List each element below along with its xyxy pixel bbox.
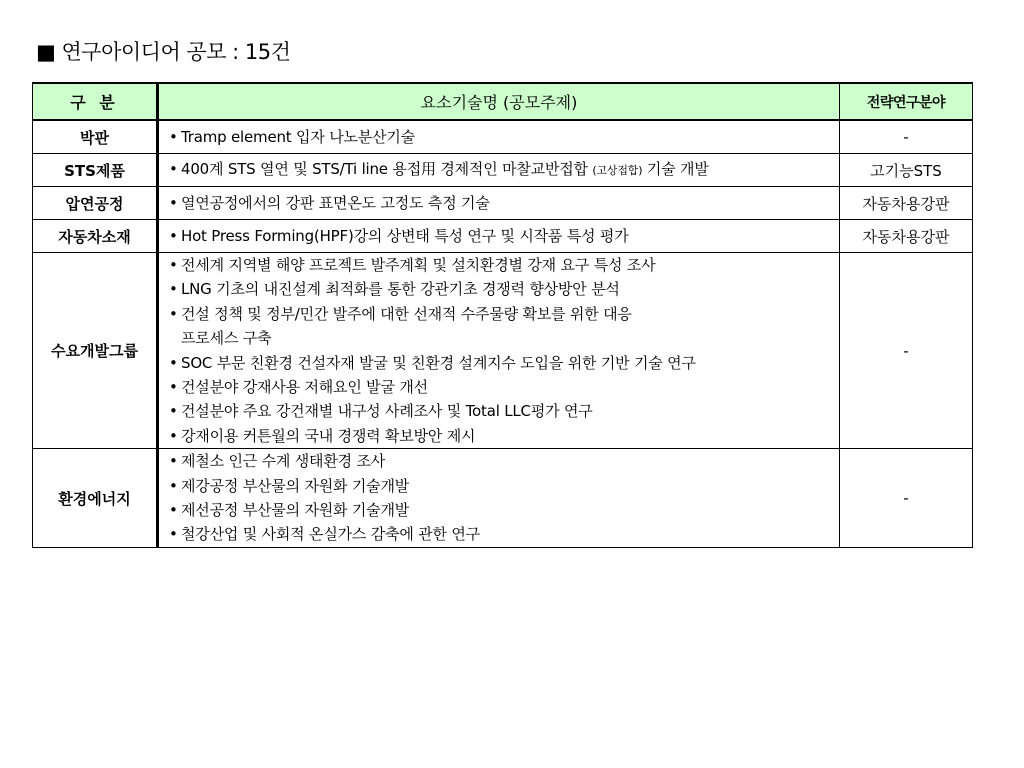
table-row	[33, 253, 973, 449]
header-technology-main: 요소기술명	[420, 93, 498, 112]
header-technology	[158, 83, 840, 120]
list-item: • Hot Press Forming(HPF)강의 상변태 특성 연구 및 시작품 특성 평가	[169, 226, 629, 245]
row-category: 박판	[33, 120, 158, 154]
row-category: 수요개발그룹	[33, 253, 158, 449]
row-strategy: -	[840, 449, 973, 548]
list-item: • 건설분야 강재사용 저해요인 발굴 개선	[169, 378, 428, 397]
row-strategy: 자동차용강판	[840, 220, 973, 253]
row-technology	[158, 187, 840, 220]
header-category: 구 분	[33, 83, 158, 120]
table-row	[33, 120, 973, 154]
list-item: • 전세계 지역별 해양 프로젝트 발주계획 및 설치환경별 강재 요구 특성 조사	[169, 256, 656, 274]
list-item: • 제철소 인근 수계 생태환경 조사	[169, 452, 386, 471]
row-technology	[158, 154, 840, 187]
list-item: • 건설분야 주요 강건재별 내구성 사례조사 및 Total LLC평가 연구	[169, 402, 593, 421]
list-item-continuation: 프로세스 구축	[181, 329, 272, 348]
list-item: • 열연공정에서의 강판 표면온도 고정도 측정 기술	[169, 193, 490, 212]
row-technology	[158, 220, 840, 253]
row-category: 환경에너지	[33, 449, 158, 548]
list-item: • 철강산업 및 사회적 온실가스 감축에 관한 연구	[169, 525, 480, 544]
header-technology-sub: (공모주제)	[503, 93, 578, 112]
row-category: 자동차소재	[33, 220, 158, 253]
row-strategy: -	[840, 120, 973, 154]
row-technology	[158, 449, 840, 548]
idea-table	[32, 82, 973, 548]
table-row	[33, 220, 973, 253]
row-strategy: -	[840, 253, 973, 449]
header-strategy: 전략연구분야	[840, 83, 973, 120]
row-technology	[158, 120, 840, 154]
table-row	[33, 154, 973, 187]
list-item: • 400계 STS 열연 및 STS/Ti line 용접用 경제적인 마찰교반접합 (고상접합) 기술 개발	[169, 159, 709, 178]
list-item: • 제선공정 부산물의 자원화 기술개발	[169, 501, 410, 520]
row-category: 압연공정	[33, 187, 158, 220]
list-item: • 제강공정 부산물의 자원화 기술개발	[169, 476, 410, 495]
row-technology	[158, 253, 840, 449]
list-item: • 건설 정책 및 정부/민간 발주에 대한 선재적 수주물량 확보를 위한 대응	[169, 304, 632, 323]
row-strategy: 고기능STS	[840, 154, 973, 187]
row-strategy: 자동차용강판	[840, 187, 973, 220]
table-row	[33, 449, 973, 548]
list-item: • LNG 기초의 내진설계 최적화를 통한 강관기초 경쟁력 향상방안 분석	[169, 280, 620, 299]
list-item: • SOC 부문 친환경 건설자재 발굴 및 친환경 설계지수 도입을 위한 기반 기술 연구	[169, 353, 696, 372]
page-title: ■ 연구아이디어 공모 : 15건	[36, 40, 291, 64]
list-item: • 강재이용 커튼월의 국내 경쟁력 확보방안 제시	[169, 426, 476, 445]
row-category: STS제품	[33, 154, 158, 187]
table-row	[33, 187, 973, 220]
table-header-row	[33, 83, 973, 120]
list-item: • Tramp element 입자 나노분산기술	[169, 127, 415, 146]
